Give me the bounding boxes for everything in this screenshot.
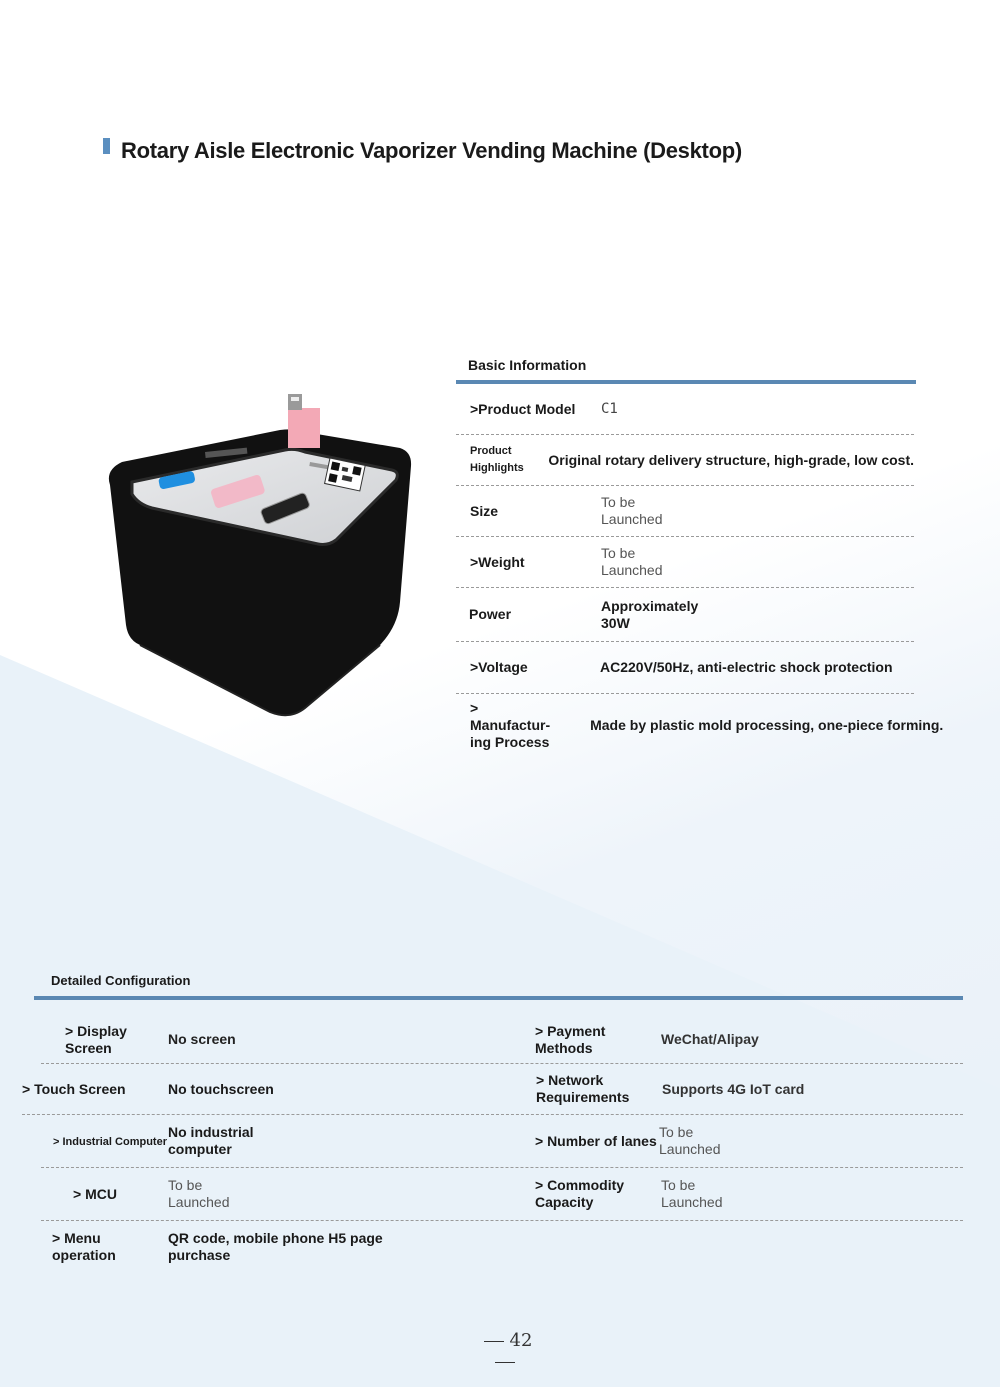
page-number-dash xyxy=(495,1362,515,1363)
basic-information-section xyxy=(456,352,981,756)
config-row xyxy=(41,1168,963,1221)
basic-value: Original rotary delivery structure, high-grade, low cost. xyxy=(548,451,914,468)
config-key: > Display Screen xyxy=(65,1022,127,1056)
basic-key: > Manufactur-ing Process xyxy=(470,699,551,750)
detailed-configuration-section xyxy=(22,968,964,1273)
config-value: To be Launched xyxy=(661,1177,723,1210)
config-key-text: > Industrial Computer xyxy=(53,1135,167,1148)
basic-information-heading: Basic Information xyxy=(468,357,587,373)
detailed-configuration-heading: Detailed Configuration xyxy=(51,973,191,988)
config-key: > Commodity Capacity xyxy=(535,1177,625,1210)
title-accent-bar xyxy=(103,138,110,154)
page-title xyxy=(103,138,742,164)
config-value: To be Launched xyxy=(659,1124,721,1157)
config-key: > Payment Methods xyxy=(535,1022,606,1056)
config-value: No industrial computer xyxy=(168,1124,254,1157)
basic-value: To be Launched xyxy=(601,494,663,527)
basic-key: Size xyxy=(470,502,499,519)
basic-key: >Voltage xyxy=(470,659,528,675)
basic-row-weight xyxy=(456,537,914,588)
basic-row-size xyxy=(456,486,914,537)
page-number xyxy=(465,1330,545,1372)
basic-value: To be Launched xyxy=(601,545,663,578)
basic-value: Approximately 30W xyxy=(601,597,699,631)
config-key: > Touch Screen xyxy=(22,1080,126,1097)
config-value: WeChat/Alipay xyxy=(661,1031,759,1047)
config-row xyxy=(41,1115,963,1168)
basic-key: Product Highlights xyxy=(470,445,524,474)
config-value: No screen xyxy=(168,1031,236,1047)
basic-row-power xyxy=(456,588,914,642)
basic-row-product-highlights xyxy=(456,435,914,486)
basic-row-product-model xyxy=(456,384,914,435)
config-key: > Network Requirements xyxy=(536,1072,630,1105)
config-key xyxy=(41,1132,168,1151)
config-value: QR code, mobile phone H5 page purchase xyxy=(168,1230,383,1263)
config-row xyxy=(41,1221,963,1273)
page-number-text: 42 xyxy=(509,1330,533,1351)
config-key: > MCU xyxy=(73,1185,117,1202)
basic-value: C1 xyxy=(601,400,618,417)
basic-key: Power xyxy=(469,606,512,622)
config-row xyxy=(22,1064,963,1115)
basic-row-voltage xyxy=(456,642,914,694)
config-row xyxy=(41,1016,963,1064)
page-number-dash xyxy=(484,1341,504,1342)
config-key: > Number of lanes xyxy=(535,1132,657,1149)
basic-row-manufacturing-process xyxy=(456,694,944,756)
basic-key: >Weight xyxy=(470,553,525,570)
config-value: To be Launched xyxy=(168,1177,230,1210)
basic-value: AC220V/50Hz, anti-electric shock protection xyxy=(600,659,893,675)
page-title-text: Rotary Aisle Electronic Vaporizer Vending Machine (Desktop) xyxy=(121,138,742,163)
basic-value: Made by plastic mold processing, one-piece forming. xyxy=(590,716,944,733)
basic-key: >Product Model xyxy=(470,400,576,417)
config-value: Supports 4G IoT card xyxy=(662,1080,805,1097)
config-value: No touchscreen xyxy=(168,1080,274,1097)
config-key: > Menu operation xyxy=(52,1230,116,1263)
vending-machine-image xyxy=(100,390,420,720)
